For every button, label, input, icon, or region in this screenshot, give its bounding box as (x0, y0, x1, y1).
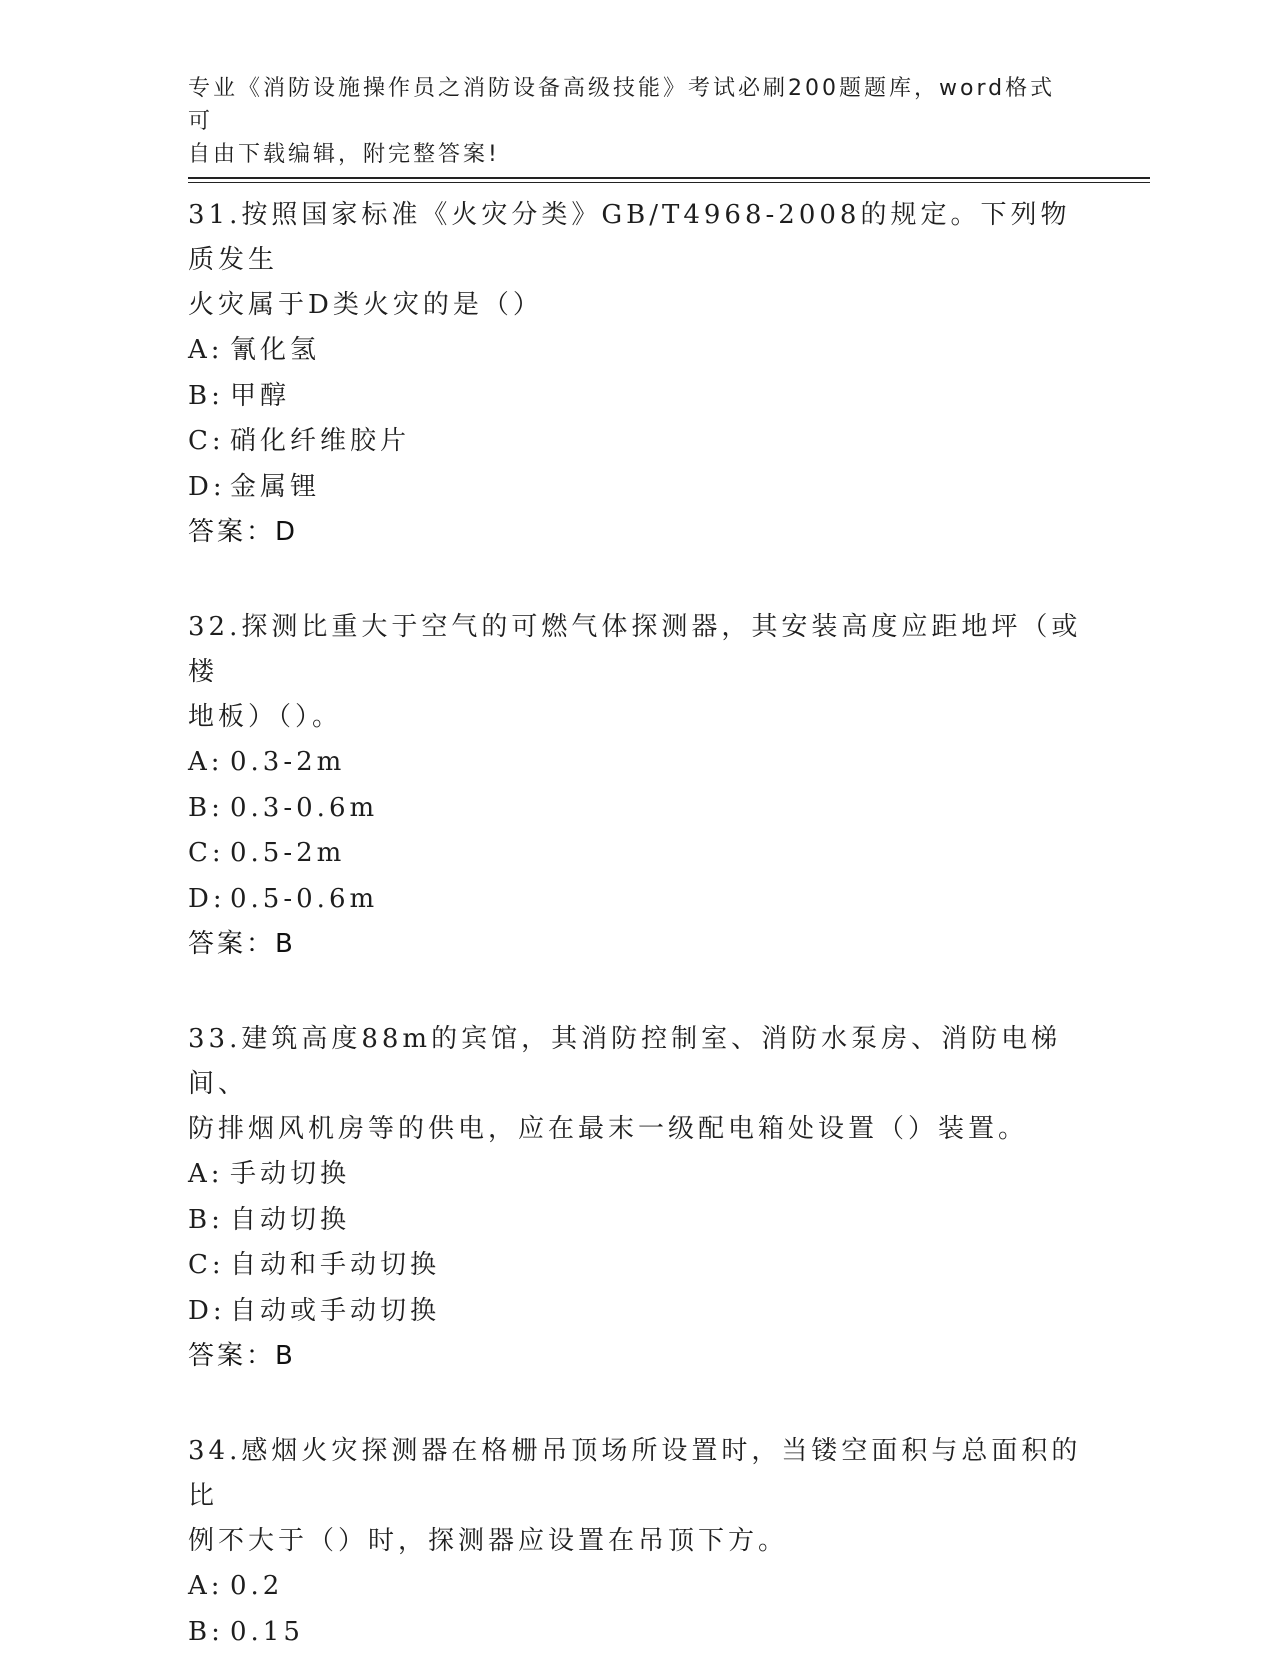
question-32 (188, 602, 1088, 967)
option-c (188, 419, 1088, 465)
option-text: 0.5-2m (230, 838, 345, 868)
option-text: 甲醇 (230, 381, 290, 411)
option-text: 0.2 (230, 1571, 283, 1601)
question-list (188, 190, 1088, 1655)
option-key: C: (188, 831, 230, 877)
question-stem-line-2: 例不大于（）时，探测器应设置在吊顶下方。 (188, 1519, 1088, 1564)
option-b (188, 1610, 1088, 1655)
option-key: D: (188, 1289, 230, 1335)
question-33 (188, 1014, 1088, 1379)
document-header (188, 72, 1068, 171)
option-text: 氰化氢 (230, 335, 320, 365)
header-line-1: 专业《消防设施操作员之消防设备高级技能》考试必刷200题题库，word格式可 (188, 72, 1068, 138)
spacer (188, 967, 1088, 1014)
answer-line: 答案：D (188, 510, 1088, 555)
question-stem-line-1: 34.感烟火灾探测器在格栅吊顶场所设置时，当镂空面积与总面积的比 (188, 1426, 1088, 1519)
option-text: 自动或手动切换 (230, 1296, 440, 1326)
question-31 (188, 190, 1088, 555)
option-a (188, 1152, 1088, 1198)
option-key: B: (188, 374, 230, 420)
question-stem-line-1: 32.探测比重大于空气的可燃气体探测器，其安装高度应距地坪（或楼 (188, 602, 1088, 695)
spacer (188, 1379, 1088, 1426)
option-key: A: (188, 740, 230, 786)
option-b (188, 786, 1088, 832)
option-key: B: (188, 1198, 230, 1244)
option-text: 自动切换 (230, 1205, 350, 1235)
answer-line: 答案：B (188, 1334, 1088, 1379)
option-c (188, 831, 1088, 877)
option-c (188, 1243, 1088, 1289)
option-text: 0.5-0.6m (230, 884, 378, 914)
option-text: 0.3-2m (230, 747, 345, 777)
option-key: B: (188, 1610, 230, 1655)
answer-line: 答案：B (188, 922, 1088, 967)
option-key: A: (188, 1152, 230, 1198)
header-divider-thin (188, 182, 1150, 183)
spacer (188, 555, 1088, 602)
option-text: 手动切换 (230, 1159, 350, 1189)
question-stem-line-2: 火灾属于D类火灾的是（） (188, 283, 1088, 328)
option-text: 0.15 (230, 1617, 304, 1647)
option-a (188, 328, 1088, 374)
question-stem-line-1: 33.建筑高度88m的宾馆，其消防控制室、消防水泵房、消防电梯间、 (188, 1014, 1088, 1107)
option-key: C: (188, 419, 230, 465)
option-a (188, 1564, 1088, 1610)
option-b (188, 1198, 1088, 1244)
option-text: 0.3-0.6m (230, 793, 378, 823)
question-stem-line-2: 防排烟风机房等的供电，应在最末一级配电箱处设置（）装置。 (188, 1107, 1088, 1152)
header-divider-thick (188, 177, 1150, 179)
option-text: 硝化纤维胶片 (230, 426, 410, 456)
option-key: A: (188, 1564, 230, 1610)
option-d (188, 1289, 1088, 1335)
option-d (188, 465, 1088, 511)
option-key: B: (188, 786, 230, 832)
option-text: 自动和手动切换 (230, 1250, 440, 1280)
option-text: 金属锂 (230, 472, 320, 502)
option-b (188, 374, 1088, 420)
option-key: D: (188, 877, 230, 923)
option-key: A: (188, 328, 230, 374)
option-key: C: (188, 1243, 230, 1289)
question-34 (188, 1426, 1088, 1655)
header-line-2: 自由下载编辑，附完整答案! (188, 138, 1068, 171)
question-stem-line-1: 31.按照国家标准《火灾分类》GB/T4968-2008的规定。下列物质发生 (188, 190, 1088, 283)
option-key: D: (188, 465, 230, 511)
question-stem-line-2: 地板）（）。 (188, 695, 1088, 740)
option-d (188, 877, 1088, 923)
option-a (188, 740, 1088, 786)
